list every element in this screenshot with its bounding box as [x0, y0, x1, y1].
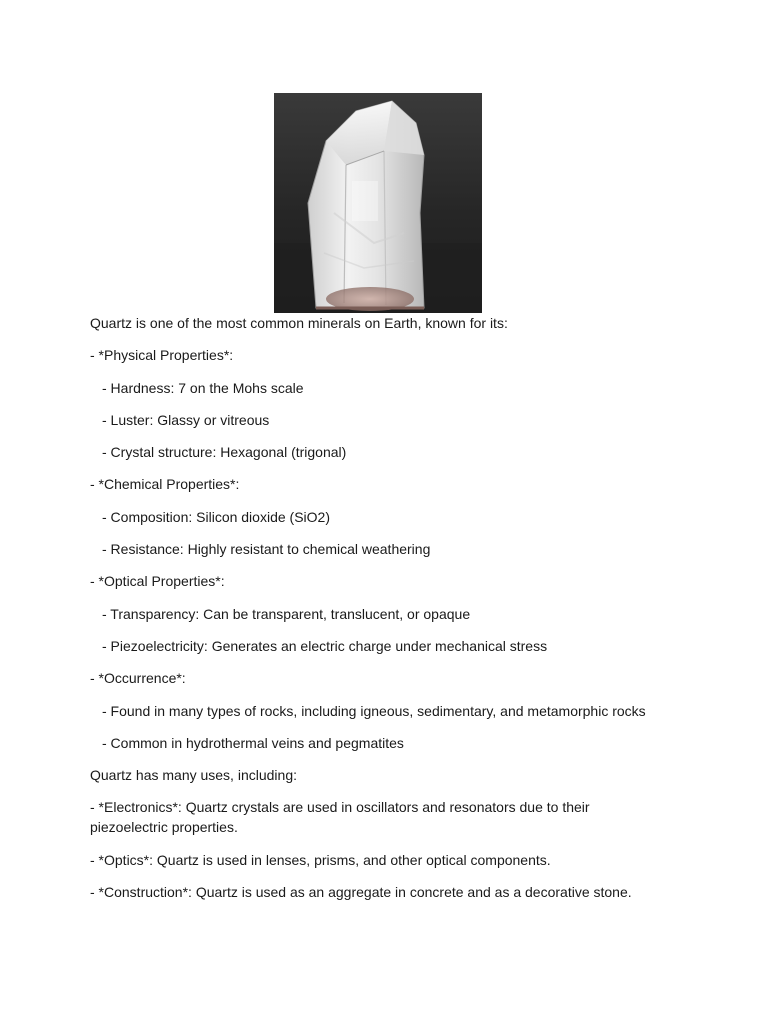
list-item: - Crystal structure: Hexagonal (trigonal)	[102, 444, 347, 461]
document-body	[90, 313, 690, 914]
intro-paragraph: Quartz is one of the most common minerals on Earth, known for its:	[90, 315, 508, 331]
list-item: - *Occurrence*:	[90, 670, 186, 687]
list-item: - *Physical Properties*:	[90, 347, 234, 364]
uses-list-item: - *Construction*: Quartz is used as an aggregate in concrete and as a decorative stone.	[90, 884, 632, 901]
list-item: - Found in many types of rocks, including igneous, sedimentary, and metamorphic rocks	[102, 702, 646, 719]
uses-list-item: - *Electronics*: Quartz crystals are used in oscillators and resonators due to their piezoelectric properties.	[90, 799, 590, 836]
list-item: - *Chemical Properties*:	[90, 476, 240, 493]
list-item: - Composition: Silicon dioxide (SiO2)	[102, 508, 330, 525]
uses-list-item: - *Optics*: Quartz is used in lenses, prisms, and other optical components.	[90, 851, 551, 868]
quartz-crystal-image	[274, 93, 482, 313]
list-item: - Hardness: 7 on the Mohs scale	[102, 379, 304, 396]
uses-intro-paragraph: Quartz has many uses, including:	[90, 767, 297, 784]
list-item: - Common in hydrothermal veins and pegmatites	[102, 734, 404, 751]
list-item: - Resistance: Highly resistant to chemical weathering	[102, 541, 431, 558]
list-item: - Luster: Glassy or vitreous	[102, 411, 270, 428]
list-item: - *Optical Properties*:	[90, 573, 225, 590]
list-item: - Piezoelectricity: Generates an electric charge under mechanical stress	[102, 637, 548, 654]
list-item: - Transparency: Can be transparent, translucent, or opaque	[102, 605, 471, 622]
